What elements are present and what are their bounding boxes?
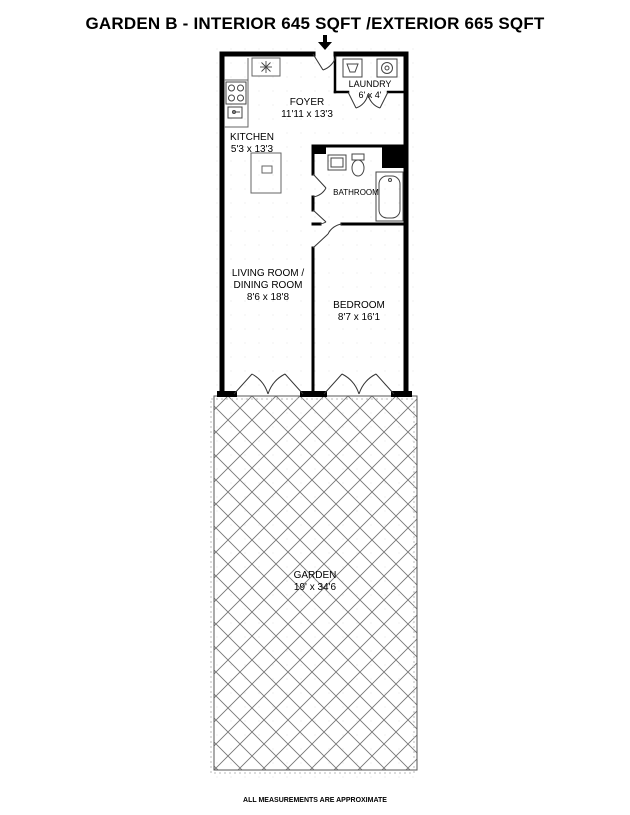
foyer-dims: 11'11 x 13'3 (281, 109, 333, 120)
bedroom-name: BEDROOM (333, 300, 385, 311)
kitchen-dims: 5'3 x 13'3 (230, 144, 274, 155)
living-dims: 8'6 x 18'8 (246, 292, 290, 303)
foyer-name: FOYER (289, 97, 325, 108)
laundry-dims: 6' x 4' (358, 90, 382, 100)
footer-note: ALL MEASUREMENTS ARE APPROXIMATE (243, 797, 387, 804)
living-name-line2: DINING ROOM (233, 280, 303, 291)
kitchen-name: KITCHEN (230, 132, 274, 143)
laundry-name: LAUNDRY (348, 79, 392, 89)
bedroom-dims: 8'7 x 16'1 (337, 312, 381, 323)
bathroom-wall-block-right (382, 146, 405, 168)
plan-title: GARDEN B - INTERIOR 645 SQFT /EXTERIOR 665 SQFT (85, 14, 545, 33)
garden-dims: 19' x 34'6 (293, 582, 337, 593)
living-name-line1: LIVING ROOM / (231, 268, 305, 279)
bathroom-wall-block-left (313, 146, 326, 154)
refrigerator-icon (260, 61, 272, 73)
garden-name: GARDEN (293, 570, 337, 581)
bathroom-name: BATHROOM (333, 188, 379, 197)
